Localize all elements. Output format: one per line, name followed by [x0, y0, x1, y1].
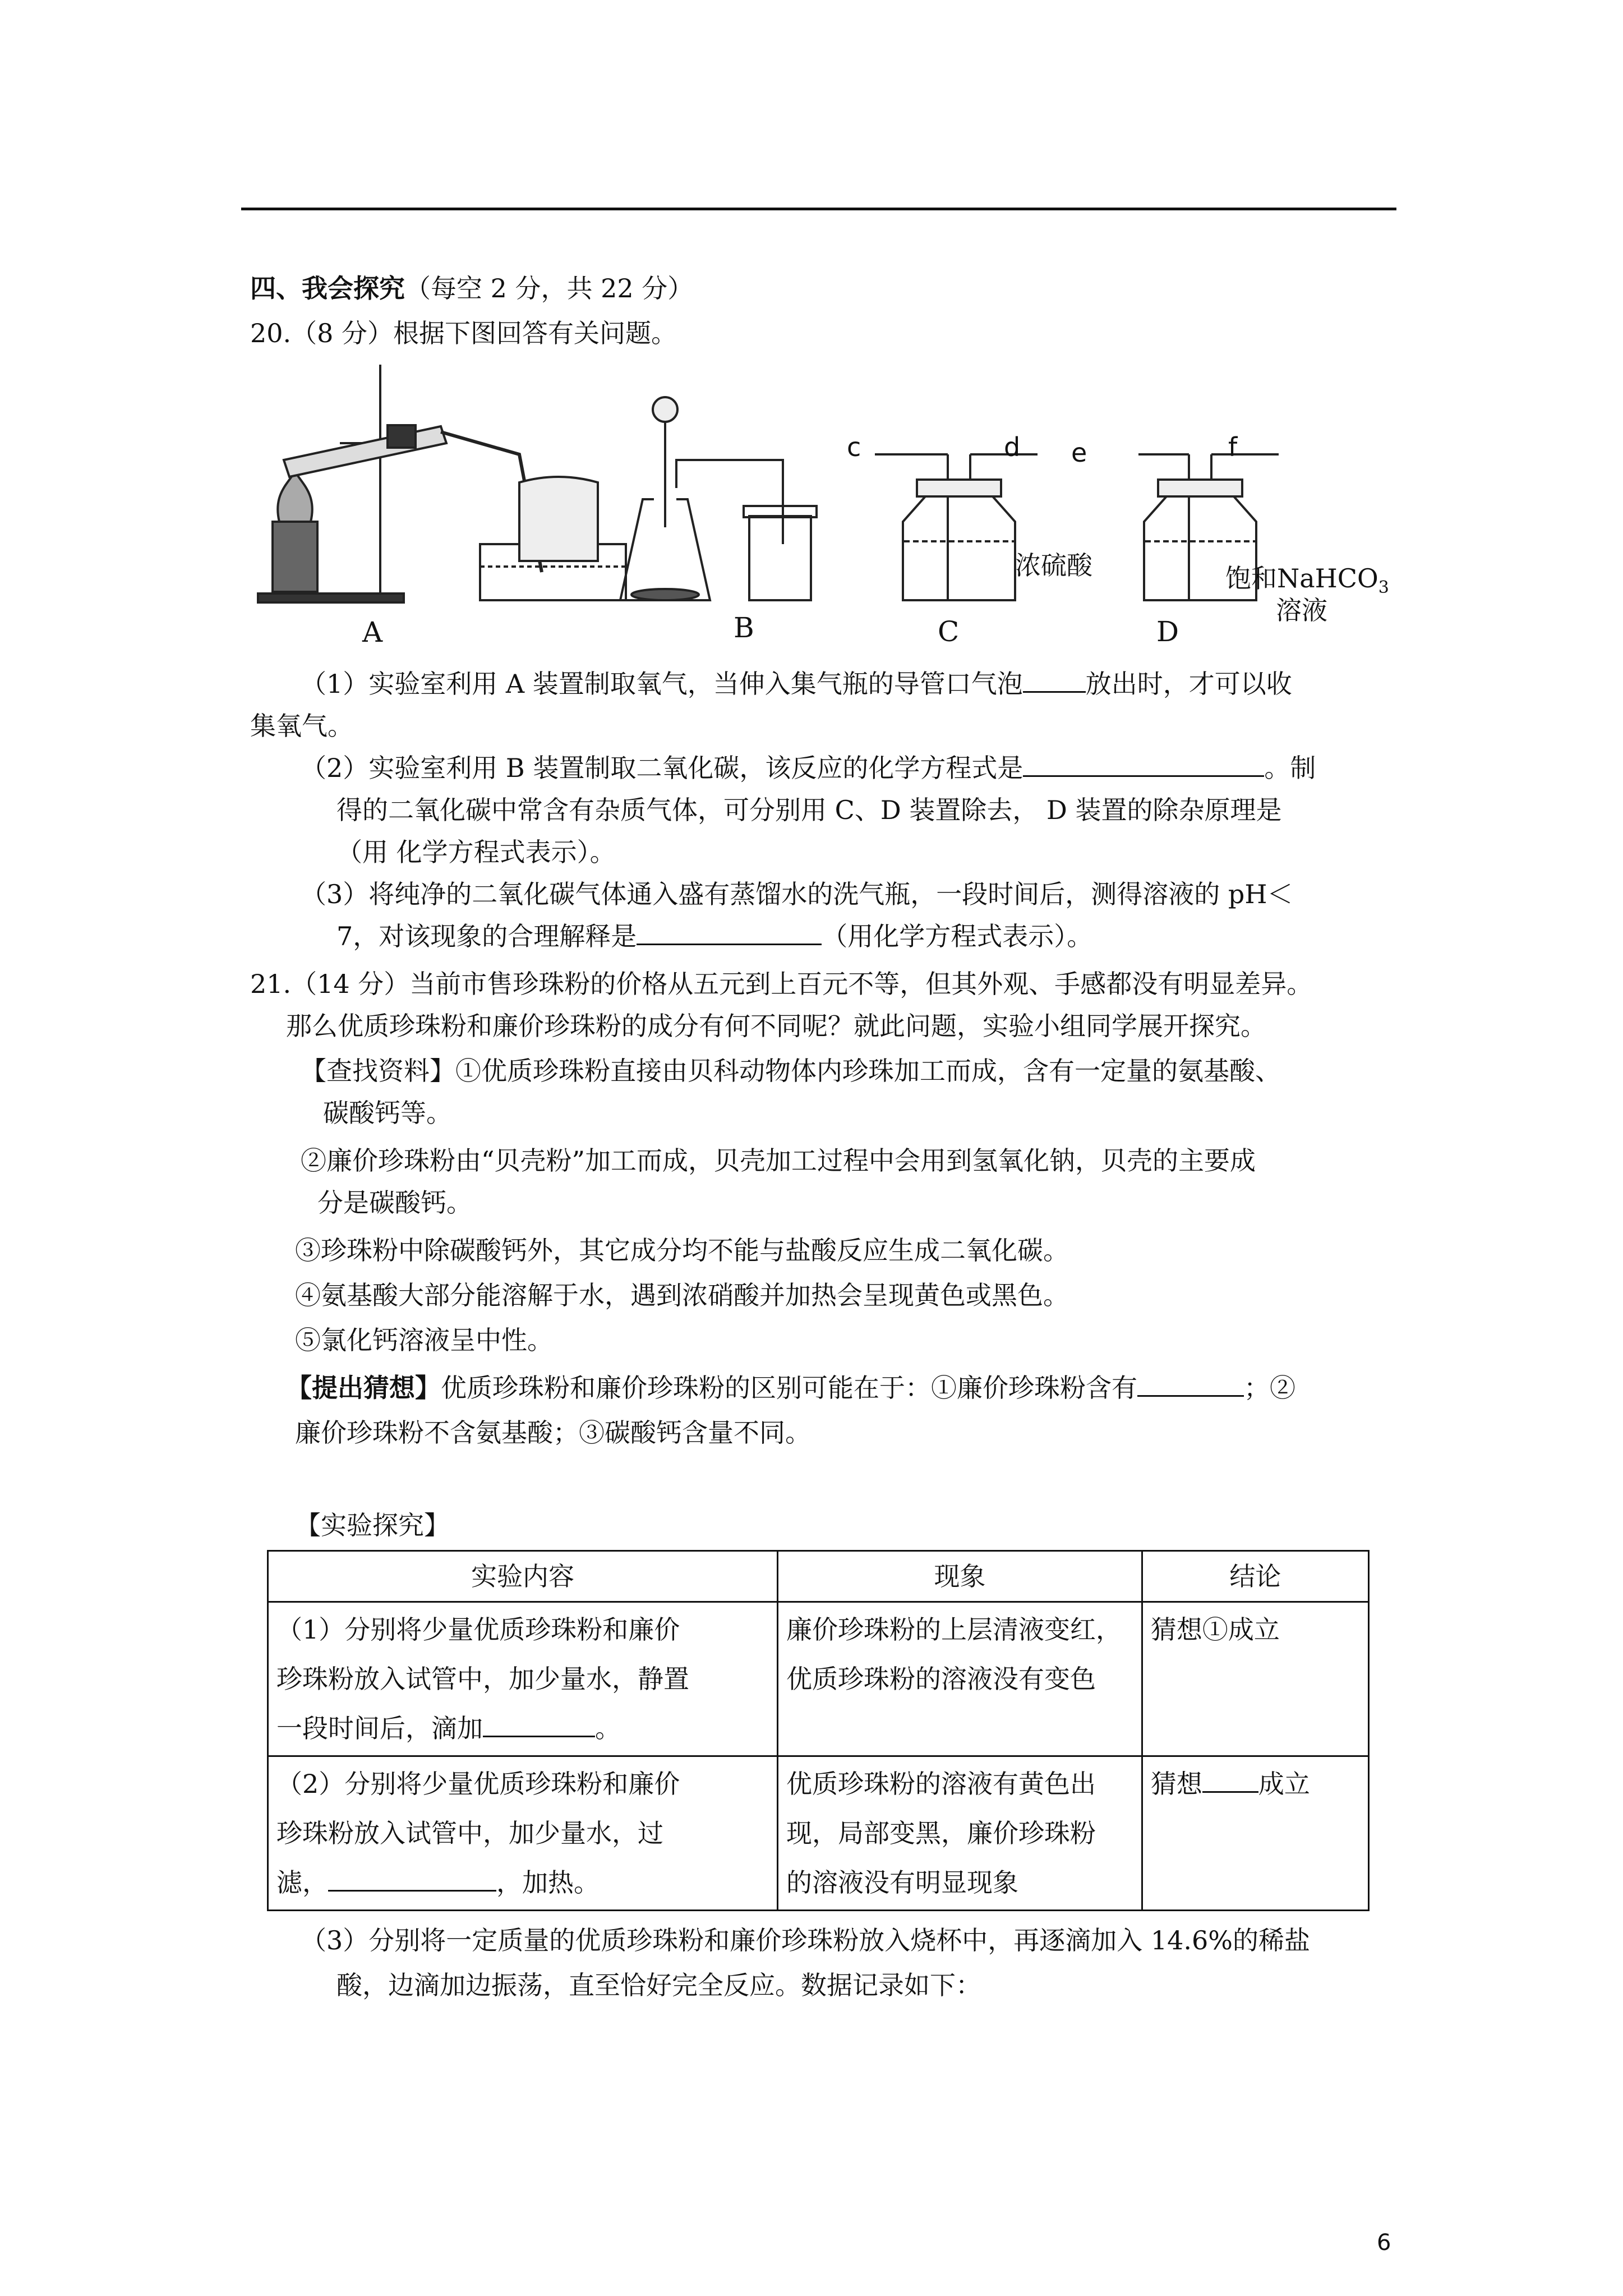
q20-stem: 20.（8 分）根据下图回答有关问题。: [250, 318, 677, 348]
q21-p3-line1: （3）分别将一定质量的优质珍珠粉和廉价珍珠粉放入烧杯中，再逐滴加入 14.6%的稀盐: [301, 1925, 1311, 1955]
q20-p2-line2: 得的二氧化碳中常含有杂质气体，可分别用 C、D 装置除去， D 装置的除杂原理是: [336, 795, 1282, 825]
tube-label-e: e: [1071, 438, 1087, 468]
row2-conclusion: 猜想 成立: [1142, 1756, 1368, 1911]
section-note: （每空 2 分，共 22 分）: [405, 273, 694, 303]
header-rule: [241, 208, 1396, 210]
table-header-phenomenon: 现象: [778, 1551, 1142, 1602]
q21-info5: ⑤氯化钙溶液呈中性。: [295, 1325, 553, 1355]
q21-info3: ③珍珠粉中除碳酸钙外，其它成分均不能与盐酸反应生成二氧化碳。: [295, 1235, 1069, 1266]
figure-label-b: B: [734, 611, 754, 644]
experiment-table: [267, 1550, 1370, 1911]
q21-guess-line2: 廉价珍珠粉不含氨基酸；③碳酸钙含量不同。: [295, 1418, 811, 1448]
figure-label-d: D: [1156, 615, 1179, 648]
d-reagent-label-2: 溶液: [1276, 595, 1327, 625]
row2-phenomenon: 优质珍珠粉的溶液有黄色出 现，局部变黑，廉价珍珠粉 的溶液没有明显现象: [778, 1756, 1142, 1911]
q21-info4: ④氨基酸大部分能溶解于水，遇到浓硝酸并加热会呈现黄色或黑色。: [295, 1280, 1069, 1310]
row1-conclusion: 猜想①成立: [1142, 1602, 1368, 1756]
d-reagent-label: 饱和NaHCO$_3$: [1225, 563, 1389, 598]
apparatus-diagram: [250, 359, 912, 651]
answer-blank-ph-explanation[interactable]: [637, 921, 822, 945]
q20-p1-line2: 集氧气。: [250, 711, 353, 741]
row2-content: （2）分别将少量优质珍珠粉和廉价 珍珠粉放入试管中，加少量水，过 滤， ，加热。: [268, 1756, 778, 1911]
answer-blank-reagent[interactable]: [483, 1713, 595, 1737]
page-number: 6: [1377, 2230, 1391, 2256]
figure-label-c: C: [938, 615, 960, 648]
apparatus-figure: [250, 359, 912, 651]
q21-line2: 那么优质珍珠粉和廉价珍珠粉的成分有何不同呢？就此问题，实验小组同学展开探究。: [286, 1011, 1266, 1041]
answer-blank-bubbles[interactable]: [1023, 669, 1086, 693]
answer-blank-b-equation[interactable]: [1023, 753, 1264, 777]
tube-label-f: f: [1228, 432, 1238, 462]
q21-info2-cont: 分是碳酸钙。: [317, 1188, 472, 1218]
wash-bottle-c: [875, 454, 1038, 600]
q20-p2-line3: （用 化学方程式表示）。: [336, 837, 616, 867]
q21-exp-tag: 【实验探究】: [295, 1510, 450, 1540]
section-title: 四、我会探究: [250, 273, 405, 303]
table-header-row: [268, 1551, 1369, 1602]
tube-label-c: c: [847, 432, 861, 462]
c-reagent-label: 浓硫酸: [1015, 550, 1092, 581]
q21-info2: ②廉价珍珠粉由“贝壳粉”加工而成，贝壳加工过程中会用到氢氧化钠，贝壳的主要成: [301, 1145, 1256, 1176]
section-heading: [250, 268, 693, 305]
tube-label-d: d: [1004, 432, 1021, 462]
q21-info1-cont: 碳酸钙等。: [323, 1098, 452, 1128]
row1-phenomenon: 廉价珍珠粉的上层清液变红， 优质珍珠粉的溶液没有变色: [778, 1602, 1142, 1756]
apparatus-b: [620, 397, 817, 600]
q21-p3-line2: 酸，边滴加边振荡，直至恰好完全反应。数据记录如下：: [336, 1970, 981, 2000]
table-header-conclusion: 结论: [1142, 1551, 1368, 1602]
figure-label-a: A: [362, 616, 383, 648]
table-row: [268, 1602, 1369, 1756]
answer-blank-guess[interactable]: [1137, 1373, 1244, 1397]
table-row: [268, 1756, 1369, 1911]
apparatus-a: [258, 365, 626, 602]
q21-info1: 【查找资料】①优质珍珠粉直接由贝科动物体内珍珠加工而成，含有一定量的氨基酸、: [301, 1056, 1281, 1086]
row1-content: （1）分别将少量优质珍珠粉和廉价 珍珠粉放入试管中，加少量水，静置 一段时间后，滴加 。: [268, 1602, 778, 1756]
q21-line1: 21.（14 分）当前市售珍珠粉的价格从五元到上百元不等，但其外观、手感都没有明显差异。: [250, 969, 1313, 999]
table-header-content: 实验内容: [268, 1551, 778, 1602]
q20-p3-line2: 7，对该现象的合理解释是 （用化学方程式表示）。: [336, 921, 1093, 951]
q20-p2-line1: （2）实验室利用 B 装置制取二氧化碳，该反应的化学方程式是 。制: [301, 753, 1316, 783]
q20-p1-line1: （1）实验室利用 A 装置制取氧气，当伸入集气瓶的导管口气泡 放出时，才可以收: [301, 669, 1292, 699]
q21-guess-line1: 【提出猜想】优质珍珠粉和廉价珍珠粉的区别可能在于：①廉价珍珠粉含有 ；②: [286, 1373, 1295, 1403]
answer-blank-guess-number[interactable]: [1202, 1769, 1258, 1793]
q20-p3-line1: （3）将纯净的二氧化碳气体通入盛有蒸馏水的洗气瓶，一段时间后，测得溶液的 pH＜: [301, 879, 1293, 909]
answer-blank-filtrate-step[interactable]: [328, 1867, 496, 1892]
